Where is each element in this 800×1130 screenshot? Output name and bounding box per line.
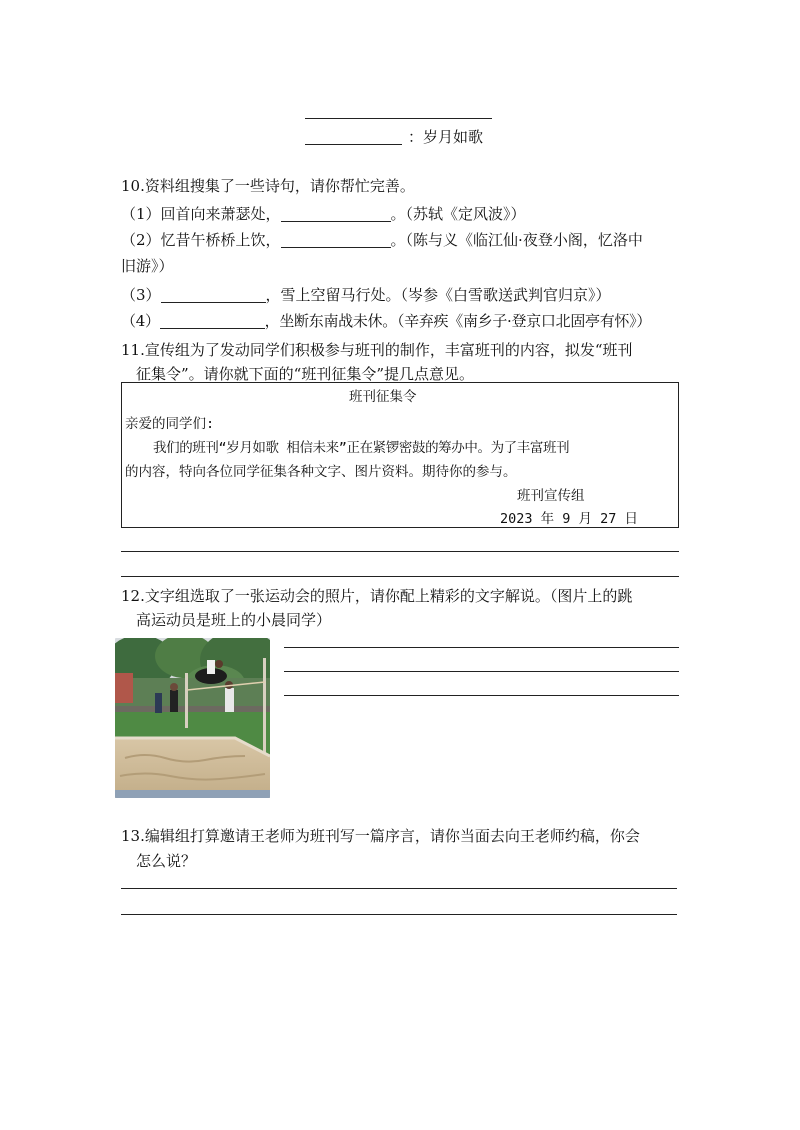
q10-item-1 xyxy=(121,204,526,224)
q11-stem-line1: 11.宣传组为了发动同学们积极参与班刊的制作，丰富班刊的内容，拟发“班刊 xyxy=(121,341,633,359)
q11-answer-line-2[interactable] xyxy=(121,576,679,577)
q10-item-3-pre: （3） xyxy=(121,286,161,304)
q10-item-4-blank[interactable] xyxy=(160,312,265,329)
notice-box xyxy=(121,382,679,528)
q10-item-1-post: 。（苏轼《定风波》） xyxy=(390,205,526,223)
q10-item-3-post: ，雪上空留马行处。（岑参《白雪歌送武判官归京》） xyxy=(265,286,611,304)
q13-stem-line2: 怎么说？ xyxy=(136,852,197,870)
header-title-blank[interactable] xyxy=(305,144,402,145)
q12-answer-line-3[interactable] xyxy=(284,695,679,696)
notice-title: 班刊征集令 xyxy=(349,389,417,405)
header-title-suffix: ：岁月如歌 xyxy=(408,128,484,146)
q10-item-2-pre: （2）忆昔午桥桥上饮， xyxy=(121,231,281,249)
notice-body-line1: 我们的班刊“岁月如歌 相信未来”正在紧锣密鼓的筹办中。为了丰富班刊 xyxy=(153,440,570,456)
notice-greeting: 亲爱的同学们: xyxy=(125,416,215,432)
q10-item-4-post: ，坐断东南战未休。（辛弃疾《南乡子·登京口北固亭有怀》） xyxy=(264,312,652,330)
q10-stem: 10.资料组搜集了一些诗句，请你帮忙完善。 xyxy=(121,177,415,195)
q12-stem-line2: 高运动员是班上的小晨同学） xyxy=(136,611,332,629)
q10-item-3-blank[interactable] xyxy=(161,286,266,303)
q10-item-2-cont: 旧游》） xyxy=(121,257,174,275)
q13-answer-line-2[interactable] xyxy=(121,914,677,915)
q10-item-2 xyxy=(121,230,643,250)
header-top-blank[interactable] xyxy=(305,118,492,119)
q12-answer-line-1[interactable] xyxy=(284,647,679,648)
q11-stem-line2: 征集令”。请你就下面的“班刊征集令”提几点意见。 xyxy=(136,365,475,383)
high-jump-photo xyxy=(115,638,270,798)
q11-answer-line-1[interactable] xyxy=(121,551,679,552)
q10-item-2-blank[interactable] xyxy=(281,231,391,248)
q10-item-1-pre: （1）回首向来萧瑟处， xyxy=(121,205,281,223)
q10-item-3 xyxy=(121,285,611,305)
q12-stem-line1: 12.文字组选取了一张运动会的照片，请你配上精彩的文字解说。（图片上的跳 xyxy=(121,587,633,605)
q10-item-2-post: 。（陈与义《临江仙·夜登小阁，忆洛中 xyxy=(390,231,643,249)
q13-stem-line1: 13.编辑组打算邀请王老师为班刊写一篇序言，请你当面去向王老师约稿，你会 xyxy=(121,827,640,845)
q13-answer-line-1[interactable] xyxy=(121,888,677,889)
notice-body-line2: 的内容，特向各位同学征集各种文字、图片资料。期待你的参与。 xyxy=(125,464,517,480)
q12-answer-line-2[interactable] xyxy=(284,671,679,672)
notice-signature: 班刊宣传组 xyxy=(517,488,585,504)
q10-item-1-blank[interactable] xyxy=(281,205,391,222)
q10-item-4 xyxy=(121,311,651,331)
high-jump-photo-drawing xyxy=(115,638,270,798)
q10-item-4-pre: （4） xyxy=(121,312,160,330)
notice-date: 2023 年 9 月 27 日 xyxy=(500,511,639,527)
